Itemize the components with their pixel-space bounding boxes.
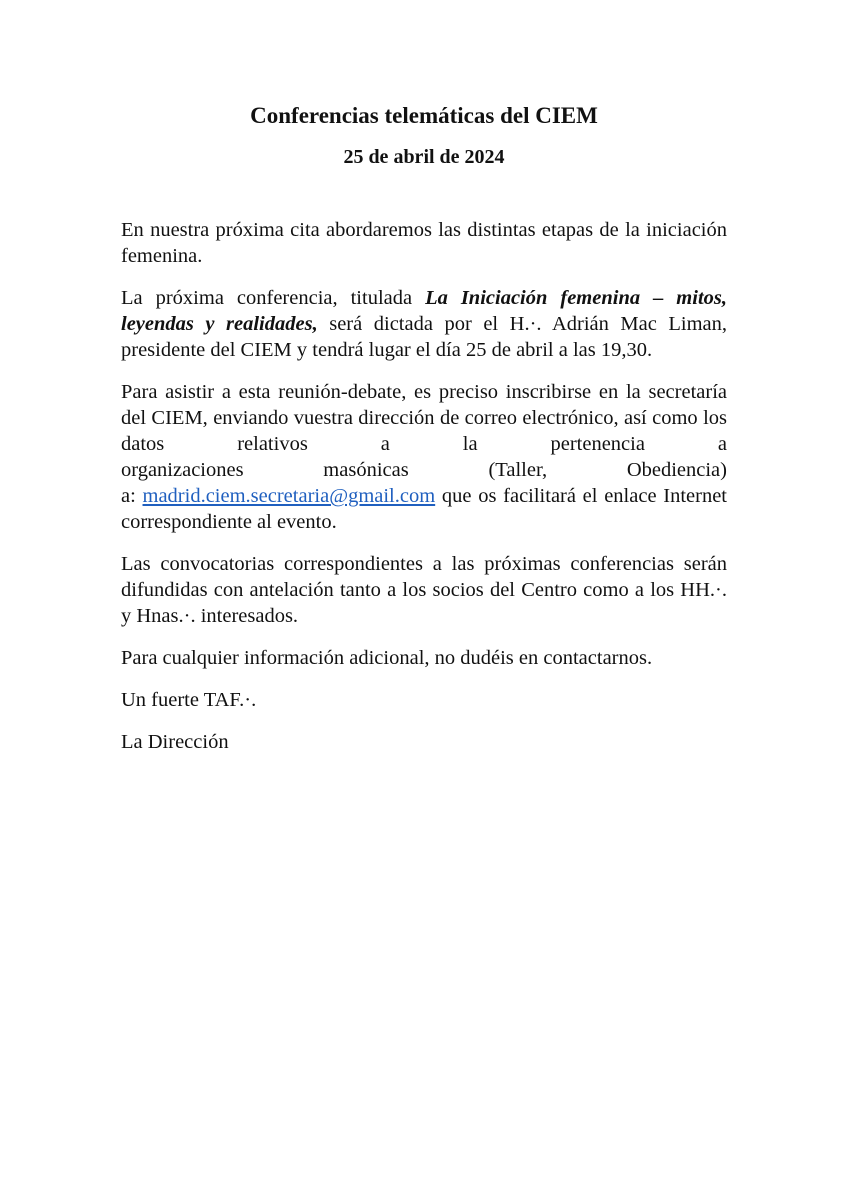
document-title: Conferencias telemáticas del CIEM — [250, 103, 598, 128]
closing-greeting: Un fuerte TAF.·. — [121, 689, 257, 711]
paragraph-contact: Para cualquier información adicional, no dudéis en contactarnos. — [121, 647, 653, 669]
paragraph-announcements: Las convocatorias correspondientes a las próximas conferencias serán difundidas con antelación tanto a los socios del Centro como a los HH.·. y Hnas.·. interesados. — [121, 553, 727, 627]
conference-title: La Iniciación femenina – mitos, leyendas y realidades, — [121, 287, 728, 335]
paragraph-conference-after: será dictada por el H.·. Adrián Mac Liman, presidente del CIEM y tendrá lugar el día 25 de abril a las 19,30. — [121, 313, 727, 361]
document-date: 25 de abril de 2024 — [343, 146, 505, 168]
paragraph-registration-suffix: que os facilitará el enlace Internet correspondiente al evento. — [121, 485, 727, 533]
document-body — [121, 217, 727, 771]
signature: La Dirección — [121, 731, 229, 753]
paragraph-conference — [121, 285, 727, 363]
paragraph-registration — [121, 379, 727, 535]
paragraph-registration-prefix: a: — [121, 485, 143, 507]
paragraph-intro: En nuestra próxima cita abordaremos las distintas etapas de la iniciación femenina. — [121, 219, 727, 267]
paragraph-registration-spread: organizaciones masónicas (Taller, Obediencia) — [121, 459, 727, 481]
paragraph-registration-text: Para asistir a esta reunión-debate, es preciso inscribirse en la secretaría del CIEM, enviando vuestra dirección de correo electrónico, así como los datos relativos a la pertenencia a — [121, 381, 727, 455]
email-link[interactable]: madrid.ciem.secretaria@gmail.com — [142, 485, 436, 507]
paragraph-conference-before: La próxima conferencia, titulada — [121, 287, 426, 309]
